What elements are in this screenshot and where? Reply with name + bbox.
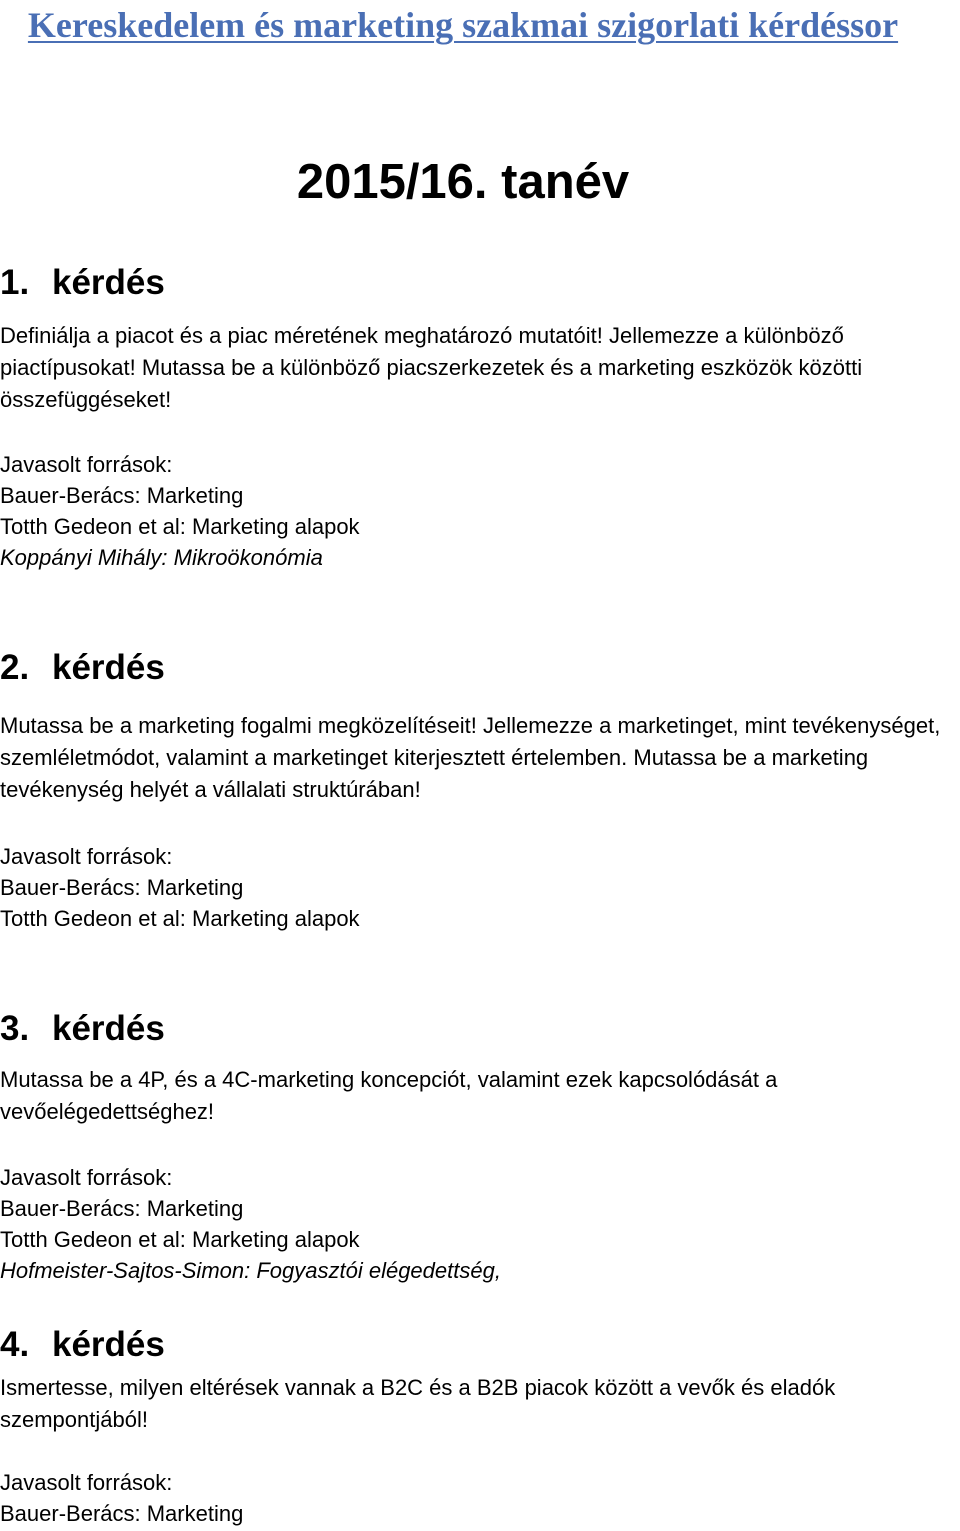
source-item: Bauer-Berács: Marketing: [0, 1196, 244, 1221]
question-2-sources: [0, 841, 360, 934]
question-3-sources: [0, 1162, 501, 1286]
sources-label: Javasolt források:: [0, 844, 173, 869]
source-item: Hofmeister-Sajtos-Simon: Fogyasztói elégedettség,: [0, 1258, 501, 1283]
question-2-text: Mutassa be a marketing fogalmi megközelítéseit! Jellemezze a marketinget, mint tevékenységet, szemléletmódot, valamint a marketinget kiterjesztett értelemben. Mutassa be a marketing tevékenység helyét a vállalati struktúrában!: [0, 713, 941, 802]
document-title: Kereskedelem és marketing szakmai szigorlati kérdéssor: [27, 5, 899, 45]
source-item: Totth Gedeon et al: Marketing alapok: [0, 1227, 360, 1252]
source-item: Bauer-Berács: Marketing: [0, 1501, 244, 1526]
question-number: 4.: [0, 1325, 30, 1364]
question-1-sources: [0, 449, 360, 573]
source-item: Totth Gedeon et al: Marketing alapok: [0, 514, 360, 539]
question-4-heading: [0, 1324, 165, 1366]
question-number: 2.: [0, 648, 30, 687]
question-number: 1.: [0, 263, 30, 302]
source-item: Totth Gedeon et al: Marketing alapok: [0, 906, 360, 931]
source-item: Koppányi Mihály: Mikroökonómia: [0, 545, 323, 570]
question-label: kérdés: [52, 1325, 165, 1364]
sources-label: Javasolt források:: [0, 452, 173, 477]
school-year: 2015/16. tanév: [296, 155, 630, 209]
sources-label: Javasolt források:: [0, 1165, 173, 1190]
question-3-heading: [0, 1008, 165, 1050]
question-label: kérdés: [52, 648, 165, 687]
question-1-text: Definiálja a piacot és a piac méretének meghatározó mutatóit! Jellemezze a különböző piactípusokat! Mutassa be a különböző piacszerkezetek és a marketing eszközök közötti összefüggéseket!: [0, 323, 863, 412]
source-item: Bauer-Berács: Marketing: [0, 875, 244, 900]
question-4-sources: [0, 1467, 243, 1529]
question-4-text: Ismertesse, milyen eltérések vannak a B2C és a B2B piacok között a vevők és eladók szempontjából!: [0, 1375, 836, 1432]
question-label: kérdés: [52, 263, 165, 302]
question-1-heading: [0, 262, 165, 304]
source-item: Bauer-Berács: Marketing: [0, 483, 244, 508]
question-number: 3.: [0, 1009, 30, 1048]
question-2-heading: [0, 647, 165, 689]
question-label: kérdés: [52, 1009, 165, 1048]
question-3-text: Mutassa be a 4P, és a 4C-marketing koncepciót, valamint ezek kapcsolódását a vevőelégedettséghez!: [0, 1067, 778, 1124]
sources-label: Javasolt források:: [0, 1470, 173, 1495]
